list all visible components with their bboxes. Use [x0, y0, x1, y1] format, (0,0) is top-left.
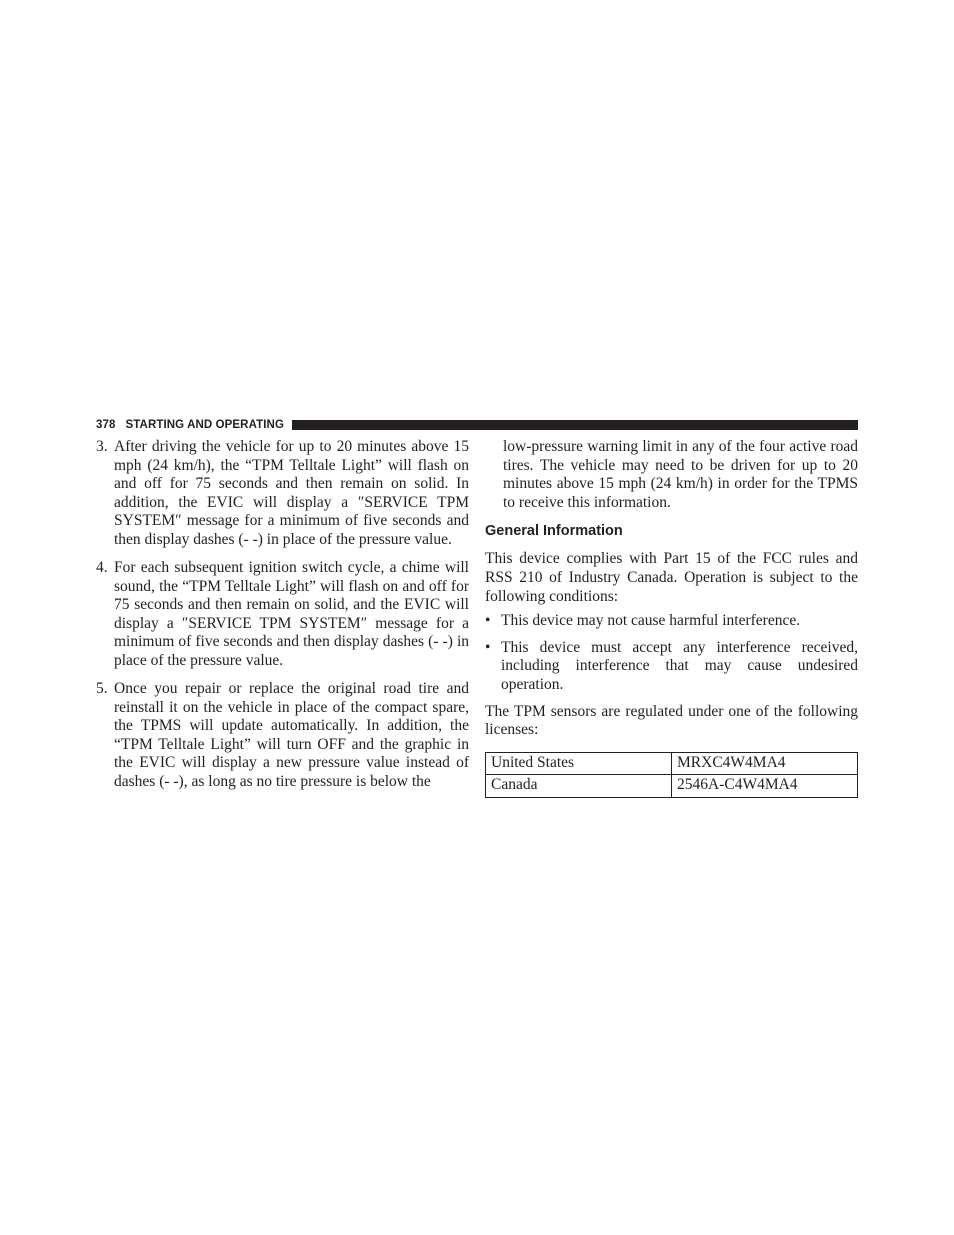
section-heading: General Information	[485, 523, 623, 540]
list-item	[96, 680, 469, 792]
list-item-number: 4.	[96, 558, 108, 576]
page-number: 378	[96, 419, 116, 431]
continued-paragraph: low-pressure warning limit in any of the four active road tires. The vehicle may need to be driven for up to 20 minutes above 15 mph (24 km/h) in order for the TPMS to receive this information.	[503, 438, 858, 511]
table-cell-country: Canada	[486, 775, 672, 798]
bullet-item	[485, 612, 858, 631]
list-item	[96, 559, 469, 671]
bullet-text: This device may not cause harmful interference.	[501, 612, 801, 630]
list-item-number: 3.	[96, 438, 108, 455]
header-rule	[292, 420, 858, 430]
intro-paragraph: This device complies with Part 15 of the FCC rules and RSS 210 of Industry Canada. Operation is subject to the following conditions:	[485, 550, 858, 605]
list-item-text: For each subsequent ignition switch cycle, a chime will sound, the “TPM Telltale Light” will flash on and off for 75 seconds and then remain on solid, and the EVIC will display a ″SERVICE TPM SYSTEM″ message for a minimum of five seconds and then display dashes (- -) in place of the pressure value.	[114, 558, 469, 669]
section-title: STARTING AND OPERATING	[125, 419, 285, 431]
right-column	[485, 438, 858, 798]
table-cell-country: United States	[486, 752, 672, 775]
bullet-icon: •	[485, 612, 491, 630]
licenses-paragraph: The TPM sensors are regulated under one of the following licenses:	[485, 702, 858, 739]
list-item-text: Once you repair or replace the original road tire and reinstall it on the vehicle in place of the compact spare, the TPMS will update automatically. In addition, the “TPM Telltale Light” will turn OFF and the graphic in the EVIC will display a new pressure value instead of dashes (- -), as long as no tire pressure is below the	[114, 679, 469, 790]
bullet-text: This device must accept any interference received, including interference that may cause undesired operation.	[501, 638, 858, 693]
page-header	[96, 417, 858, 433]
table-cell-code: MRXC4W4MA4	[672, 752, 858, 775]
list-item-number: 5.	[96, 679, 108, 697]
table-row	[486, 752, 858, 775]
list-item-text: After driving the vehicle for up to 20 minutes above 15 mph (24 km/h), the “TPM Telltale Light” will flash on and off for 75 seconds and then remain on solid. In addition, the EVIC will display a ″SERVICE TPM SYSTEM″ message for a minimum of five seconds and then display dashes (- -) in place of the pressure value.	[114, 438, 469, 548]
licenses-table	[485, 752, 858, 798]
bullet-item	[485, 639, 858, 695]
list-item	[96, 438, 469, 550]
table-row	[486, 775, 858, 798]
left-column	[96, 438, 469, 801]
bullet-icon: •	[485, 638, 491, 656]
table-cell-code: 2546A-C4W4MA4	[672, 775, 858, 798]
